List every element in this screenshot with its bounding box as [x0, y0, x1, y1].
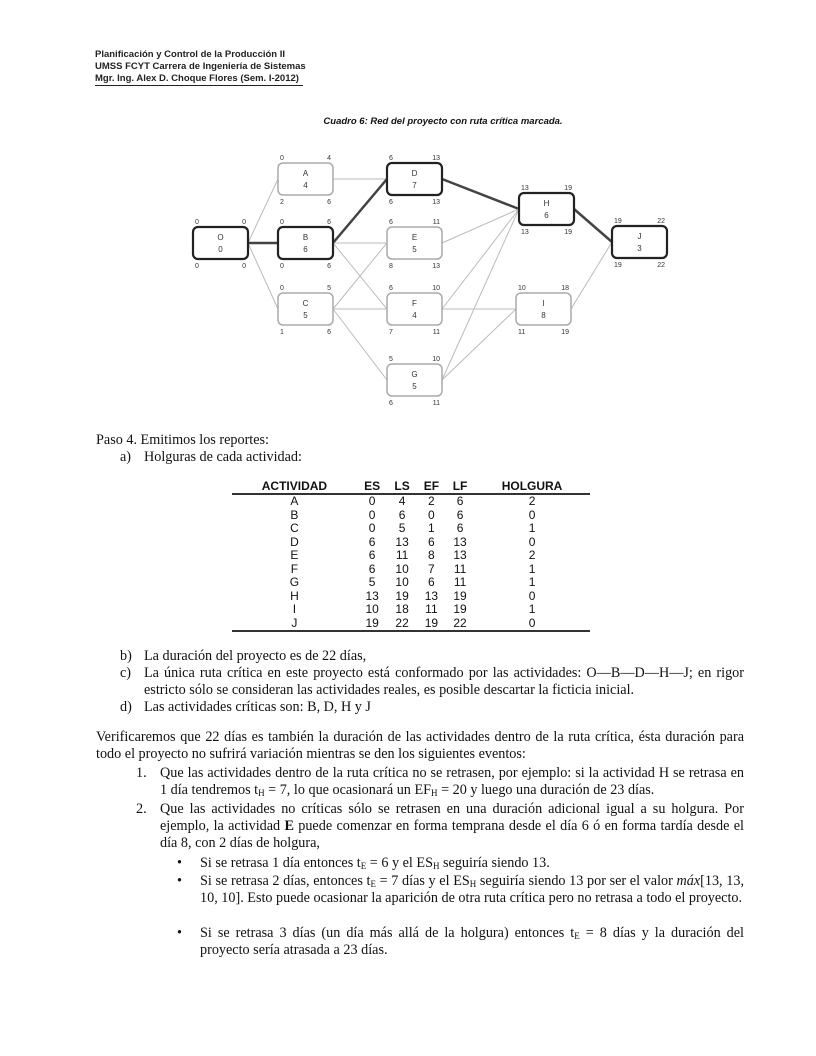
- node-duration: 6: [303, 245, 308, 254]
- bullet-item: [200, 873, 744, 907]
- table-cell: 2: [428, 494, 435, 508]
- node-top-left-value: 13: [521, 185, 529, 192]
- node-label: C: [302, 299, 309, 308]
- table-cell: 1: [528, 521, 536, 535]
- node-bottom-left-value: 19: [614, 262, 622, 269]
- column-header-actividad: ACTIVIDAD: [232, 480, 357, 494]
- table-cell: 1: [528, 575, 536, 589]
- text-run: = 7, lo que ocasionará un EF: [264, 782, 432, 798]
- item-a: [120, 449, 302, 466]
- item-b-marker: b): [120, 648, 132, 664]
- verification-paragraph: Verificaremos que 22 días es también la duración de las actividades dentro de la ruta crítica, ésta duración para todo el proyecto no sufrirá variación mientras se den los siguientes eventos:: [96, 729, 744, 762]
- activity-node-D: [387, 155, 442, 206]
- table-cell: 1: [428, 521, 435, 535]
- node-bottom-right-value: 19: [564, 229, 572, 236]
- table-cell: B: [290, 507, 299, 522]
- activity-node-O: [193, 219, 248, 270]
- table-cell: 0: [428, 507, 435, 522]
- table-cell: 19: [395, 588, 409, 603]
- item-b: [120, 648, 744, 665]
- node-bottom-right-value: 13: [432, 199, 440, 206]
- table-row: [232, 617, 590, 632]
- node-label: J: [637, 232, 642, 241]
- node-top-right-value: 22: [657, 218, 665, 225]
- node-duration: 8: [541, 311, 546, 320]
- node-label: F: [412, 299, 417, 308]
- text-run: E: [284, 818, 294, 834]
- node-bottom-right-value: 11: [432, 400, 440, 407]
- figure-caption: Cuadro 6: Red del proyecto con ruta crítica marcada.: [323, 116, 563, 127]
- node-top-right-value: 13: [432, 155, 440, 162]
- bullet-item: [200, 925, 744, 959]
- table-cell: 13: [424, 588, 439, 603]
- item-c: [120, 665, 744, 698]
- node-top-right-value: 10: [432, 285, 440, 292]
- text-run: Si se retrasa 1 día entonces t: [200, 855, 361, 871]
- node-bottom-left-value: 2: [280, 199, 284, 206]
- node-duration: 5: [303, 311, 308, 320]
- node-top-left-value: 0: [280, 285, 284, 292]
- node-top-left-value: 0: [195, 219, 199, 226]
- activity-node-G: [387, 356, 442, 407]
- activity-node-J: [612, 218, 667, 269]
- table-row: [232, 563, 590, 577]
- node-label: E: [411, 233, 418, 242]
- node-top-right-value: 19: [564, 185, 572, 192]
- edge-O-C: [248, 243, 278, 309]
- node-label: B: [302, 233, 309, 242]
- table-cell: 18: [395, 602, 409, 616]
- table-cell: 1: [528, 602, 536, 616]
- node-box: [612, 226, 667, 258]
- column-header-es: ES: [357, 480, 388, 494]
- table-cell: H: [290, 588, 299, 603]
- table-cell: 10: [365, 602, 379, 616]
- node-top-left-value: 6: [389, 285, 393, 292]
- subscript: H: [258, 788, 265, 798]
- numbered-marker: 2.: [136, 801, 147, 817]
- table-cell: F: [290, 561, 299, 576]
- activity-node-H: [519, 185, 574, 236]
- node-bottom-right-value: 6: [327, 329, 331, 336]
- column-header-lf: LF: [446, 480, 474, 494]
- node-label: A: [302, 169, 309, 178]
- header-author: Mgr. Ing. Alex D. Choque Flores (Sem. I-2012): [95, 73, 303, 86]
- edge-E-H: [442, 209, 519, 243]
- node-label: G: [411, 370, 418, 379]
- header-institution: UMSS FCYT Carrera de Ingeniería de Sistemas: [95, 61, 306, 72]
- item-c-text: La única ruta crítica en este proyecto está conformado por las actividades: O—B—D—H—J; en rigor estricto sólo se consideran las actividades reales, es posible descartar la ficticia inicial.: [144, 665, 744, 698]
- table-row: [232, 509, 590, 523]
- table-cell: 2: [528, 494, 536, 508]
- node-box: [278, 163, 333, 195]
- node-bottom-left-value: 11: [518, 329, 526, 336]
- table-cell: 0: [368, 494, 376, 508]
- node-bottom-left-value: 6: [389, 400, 393, 407]
- node-label: D: [411, 169, 418, 178]
- node-top-right-value: 18: [561, 285, 569, 292]
- table-cell: 0: [528, 507, 536, 522]
- table-cell: 2: [528, 548, 536, 562]
- node-bottom-right-value: 0: [242, 263, 246, 270]
- step-heading: Paso 4. Emitimos los reportes:: [96, 432, 270, 448]
- text-run: seguiría siendo 13.: [439, 855, 550, 871]
- text-run: Que las actividades no críticas sólo se retrasen en una duración adicional igual a su holgura. Por ejemplo, la actividad: [160, 801, 744, 834]
- table-row: [232, 576, 590, 590]
- table-cell: A: [290, 494, 299, 508]
- activity-node-B: [278, 219, 333, 270]
- table-cell: 13: [365, 588, 379, 603]
- table-cell: 0: [368, 521, 376, 535]
- node-top-left-value: 19: [614, 218, 622, 225]
- column-header-ls: LS: [387, 480, 416, 494]
- table-cell: 8: [428, 548, 435, 562]
- node-bottom-right-value: 22: [657, 262, 665, 269]
- node-box: [387, 163, 442, 195]
- bullet-marker: •: [177, 855, 182, 871]
- text-run: = 20 y luego una duración de 23 días.: [437, 782, 655, 798]
- table-cell: 10: [395, 575, 409, 589]
- node-top-right-value: 6: [327, 219, 331, 226]
- item-b-text: La duración del proyecto es de 22 días,: [144, 648, 367, 664]
- table-cell: 0: [368, 507, 376, 522]
- subscript: E: [574, 931, 580, 941]
- node-bottom-left-value: 0: [195, 263, 199, 270]
- table-header-row: [232, 480, 590, 494]
- bullet-marker: •: [177, 925, 182, 941]
- text-run: [13, 13, 10, 10]. Esto puede ocasionar la aparición de otra ruta crítica pero no retrasa a todo el proyecto.: [200, 873, 744, 906]
- table-row: [232, 494, 590, 509]
- edge-G-I: [442, 309, 516, 380]
- activity-node-A: [278, 155, 333, 206]
- table-cell: D: [290, 534, 299, 549]
- table-cell: 0: [528, 588, 536, 603]
- node-bottom-left-value: 0: [280, 263, 284, 270]
- node-top-right-value: 10: [432, 356, 440, 363]
- text-run: seguiría siendo 13 por ser el valor: [476, 873, 677, 889]
- text-run: Que las actividades dentro de la ruta crítica no se retrasen, por ejemplo: si la actividad H se retrasa en 1 día tendremos t: [160, 765, 744, 798]
- table-cell: 6: [368, 561, 376, 576]
- table-cell: 6: [456, 507, 464, 522]
- item-d: [120, 699, 744, 716]
- item-c-marker: c): [120, 665, 132, 681]
- table-cell: 11: [453, 575, 467, 589]
- node-top-left-value: 6: [389, 155, 393, 162]
- edge-B-D: [333, 179, 387, 243]
- column-header-ef: EF: [417, 480, 446, 494]
- node-bottom-left-value: 8: [389, 263, 393, 270]
- node-top-left-value: 0: [280, 155, 284, 162]
- table-cell: 1: [528, 561, 536, 576]
- table-row: [232, 536, 590, 550]
- node-box: [278, 227, 333, 259]
- table-cell: 6: [456, 521, 464, 535]
- column-header-holgura: HOLGURA: [474, 480, 590, 494]
- table-cell: 10: [395, 561, 409, 576]
- text-run: máx: [676, 873, 701, 889]
- node-duration: 7: [412, 181, 417, 190]
- table-cell: 22: [446, 617, 474, 632]
- table-cell: 7: [428, 561, 435, 576]
- node-duration: 4: [303, 181, 308, 190]
- table-cell: 11: [425, 602, 438, 616]
- node-top-left-value: 5: [389, 356, 393, 363]
- table-cell: 6: [428, 534, 435, 549]
- activity-node-F: [387, 285, 442, 336]
- project-network-diagram: [0, 0, 816, 420]
- numbered-item: [160, 765, 744, 799]
- node-top-right-value: 11: [432, 219, 440, 226]
- node-top-right-value: 0: [242, 219, 246, 226]
- table-body: [232, 494, 590, 631]
- table-cell: 6: [428, 575, 435, 589]
- activity-node-C: [278, 285, 333, 336]
- table-cell: 6: [456, 494, 464, 508]
- node-top-right-value: 4: [327, 155, 331, 162]
- node-box: [278, 293, 333, 325]
- node-label: I: [542, 299, 545, 308]
- subscript: H: [431, 788, 438, 798]
- numbered-item: [160, 801, 744, 852]
- text-run: puede comenzar en forma temprana desde el día 6 ó en forma tardía desde el día 8, con 2 días de holgura,: [160, 818, 744, 851]
- table-cell: 5: [368, 575, 376, 589]
- node-duration: 5: [412, 245, 417, 254]
- table-cell: 6: [368, 534, 376, 549]
- node-duration: 6: [544, 211, 549, 220]
- table-cell: 19: [417, 617, 446, 632]
- node-box: [516, 293, 571, 325]
- bullet-item: [200, 855, 744, 872]
- text-run: Si se retrasa 2 días, entonces t: [200, 873, 371, 889]
- node-bottom-left-value: 13: [521, 229, 529, 236]
- node-label: O: [217, 233, 224, 242]
- activity-node-I: [516, 285, 571, 336]
- node-bottom-right-value: 13: [432, 263, 440, 270]
- node-duration: 4: [412, 311, 417, 320]
- table-cell: 4: [398, 494, 406, 508]
- node-box: [387, 293, 442, 325]
- table-cell: 6: [398, 507, 406, 522]
- text-run: = 7 días y el ES: [375, 873, 470, 889]
- table-cell: I: [292, 602, 297, 616]
- item-a-text: Holguras de cada actividad:: [144, 449, 302, 465]
- node-bottom-right-value: 6: [327, 263, 331, 270]
- table-cell: 19: [453, 602, 467, 616]
- table-cell: E: [290, 548, 299, 562]
- edge-I-J: [571, 242, 612, 309]
- item-d-marker: d): [120, 699, 132, 715]
- edge-O-A: [248, 179, 278, 243]
- subscript: E: [360, 861, 367, 871]
- node-top-right-value: 5: [327, 285, 331, 292]
- table-cell: 22: [387, 617, 416, 632]
- activity-node-E: [387, 219, 442, 270]
- table-cell: 19: [357, 617, 388, 632]
- node-top-left-value: 0: [280, 219, 284, 226]
- node-bottom-right-value: 11: [432, 329, 440, 336]
- node-box: [387, 364, 442, 396]
- table-row: [232, 590, 590, 604]
- node-bottom-left-value: 1: [280, 329, 284, 336]
- node-bottom-right-value: 19: [561, 329, 569, 336]
- bullet-marker: •: [177, 873, 182, 889]
- table-cell: 13: [453, 548, 467, 562]
- node-box: [193, 227, 248, 259]
- node-duration: 0: [218, 245, 223, 254]
- table-cell: 0: [474, 617, 590, 632]
- edge-H-J: [574, 209, 612, 242]
- subscript: H: [432, 861, 440, 871]
- edge-D-H: [442, 179, 519, 209]
- node-box: [387, 227, 442, 259]
- node-top-left-value: 10: [518, 285, 526, 292]
- numbered-marker: 1.: [136, 765, 147, 781]
- table-cell: 6: [368, 548, 376, 562]
- table-row: [232, 603, 590, 617]
- item-a-marker: a): [120, 449, 132, 465]
- node-bottom-left-value: 6: [389, 199, 393, 206]
- node-bottom-left-value: 7: [389, 329, 393, 336]
- table-cell: 5: [398, 521, 406, 535]
- table-cell: 11: [395, 548, 409, 562]
- table-cell: 11: [453, 561, 467, 576]
- table-cell: C: [290, 521, 299, 535]
- edge-C-G: [333, 309, 387, 380]
- text-run: Si se retrasa 3 días (un día más allá de la holgura) entonces t: [200, 925, 575, 941]
- table-row: [232, 522, 590, 536]
- node-top-left-value: 6: [389, 219, 393, 226]
- node-box: [519, 193, 574, 225]
- node-duration: 3: [637, 244, 642, 253]
- table-cell: 0: [528, 534, 536, 549]
- table-cell: 13: [453, 534, 467, 549]
- table-cell: 19: [453, 588, 467, 603]
- item-d-text: Las actividades críticas son: B, D, H y J: [144, 699, 371, 715]
- subscript: H: [469, 879, 477, 889]
- table-row: [232, 549, 590, 563]
- subscript: E: [370, 879, 376, 889]
- node-bottom-right-value: 6: [327, 199, 331, 206]
- node-duration: 5: [412, 382, 417, 391]
- text-run: = 8 días y la duración del proyecto sería atrasada a 23 días.: [200, 925, 744, 958]
- node-label: H: [543, 199, 550, 208]
- table-cell: 13: [395, 534, 409, 549]
- table-cell: J: [232, 617, 357, 632]
- text-run: = 6 y el ES: [366, 855, 433, 871]
- table-cell: G: [289, 575, 300, 589]
- slack-table: [232, 480, 590, 632]
- header-course: Planificación y Control de la Producción II: [95, 49, 286, 60]
